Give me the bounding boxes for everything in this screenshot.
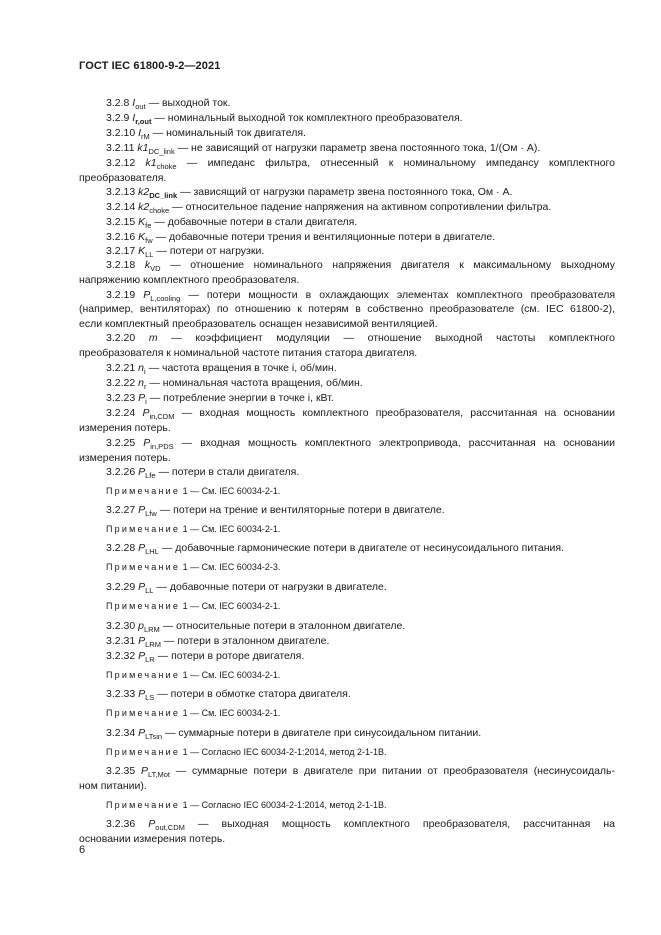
note-text: 1 — См. IEC 60034-2-1.	[182, 670, 281, 680]
definition-entry	[79, 649, 615, 663]
term-definition: — добавочные потери трения и вентиляционные потери в двигателе.	[155, 231, 496, 243]
term-number: 3.2.11	[106, 142, 135, 154]
note-text: 1 — См. IEC 60034-2-1.	[182, 486, 281, 496]
definition-entry	[79, 503, 615, 517]
term-symbol: k2	[138, 186, 150, 198]
definition-entry	[79, 215, 615, 229]
term-number: 3.2.30	[106, 620, 136, 632]
definition-continuation: измерения потерь.	[79, 452, 171, 464]
term-number: 3.2.21	[106, 362, 136, 374]
term-subscript: DC_link	[149, 191, 178, 200]
term-subscript: LT,Mot	[148, 770, 170, 779]
term-definition: — потери от нагрузки.	[156, 245, 265, 257]
definition-entry	[79, 111, 615, 125]
definition-entry	[79, 141, 615, 155]
note-label: Примечание	[106, 486, 181, 496]
term-symbol: P	[138, 392, 146, 404]
note-label: Примечание	[106, 562, 181, 572]
term-number: 3.2.19	[106, 289, 136, 301]
note-label: Примечание	[106, 800, 181, 810]
term-number: 3.2.36	[106, 818, 136, 830]
definition-entry	[79, 406, 615, 420]
term-symbol: P	[138, 688, 146, 700]
term-symbol: m	[148, 332, 158, 344]
definition-entry	[79, 376, 615, 390]
term-symbol: P	[138, 504, 146, 516]
term-number: 3.2.25	[106, 437, 136, 449]
definition-entry	[79, 391, 615, 405]
term-definition: — выходной ток.	[148, 97, 231, 109]
term-subscript: i	[145, 397, 147, 406]
definition-entry	[79, 817, 615, 831]
term-number: 3.2.26	[106, 466, 136, 478]
term-subscript: LL	[145, 586, 154, 595]
note	[79, 668, 615, 682]
definition-entry	[79, 465, 615, 479]
note	[79, 522, 615, 536]
note	[79, 560, 615, 574]
term-symbol: P	[138, 581, 146, 593]
term-symbol: K	[138, 245, 146, 257]
note	[79, 745, 615, 759]
term-subscript: r,out	[135, 117, 152, 126]
term-definition: — относительные потери в эталонном двигателе.	[162, 620, 406, 632]
term-number: 3.2.33	[106, 688, 136, 700]
term-number: 3.2.27	[106, 504, 136, 516]
document-header: ГОСТ IEC 61800-9-2—2021	[79, 60, 221, 72]
term-symbol: k1	[145, 157, 157, 169]
term-number: 3.2.35	[106, 765, 136, 777]
term-definition: — суммарные потери в двигателе при синусоидальном питании.	[165, 727, 482, 739]
definition-entry	[79, 541, 615, 555]
definition-entry	[79, 126, 615, 140]
definition-continuation: преобразователя к номинальной частоте питания статора двигателя.	[79, 347, 418, 359]
term-number: 3.2.22	[106, 377, 136, 389]
term-number: 3.2.18	[106, 259, 136, 271]
term-symbol: I	[138, 127, 142, 139]
term-number: 3.2.23	[106, 392, 136, 404]
definition-entry	[79, 361, 615, 375]
term-number: 3.2.15	[106, 216, 136, 228]
term-definition: — коэффициент модуляции — отношение выходной частоты комплектного	[171, 332, 615, 344]
definition-continuation: преобразователя.	[79, 172, 167, 184]
definition-continuation: измерения потерь.	[79, 422, 171, 434]
note-label: Примечание	[106, 747, 181, 757]
term-definition: — потери мощности в охлаждающих элементах комплектного преобразователя	[188, 289, 616, 301]
definition-entry	[79, 244, 615, 258]
term-definition: — добавочные гармонические потери в двигателе от несинусоидального питания.	[161, 542, 565, 554]
definition-continuation: напряжению комплектного преобразователя.	[79, 274, 300, 286]
term-definition: — номинальный ток двигателя.	[152, 127, 306, 139]
term-subscript: VD	[150, 264, 161, 273]
term-subscript: out	[135, 102, 146, 111]
note-text: 1 — См. IEC 60034-2-1.	[182, 708, 281, 718]
term-subscript: LTsin	[145, 732, 163, 741]
term-subscript: LRM	[145, 640, 161, 649]
definition-entry	[79, 436, 615, 450]
term-symbol: I	[132, 112, 136, 124]
term-symbol: P	[148, 818, 156, 830]
term-number: 3.2.8	[106, 97, 130, 109]
term-definition: — потери в эталонном двигателе.	[163, 635, 330, 647]
term-symbol: K	[138, 231, 146, 243]
term-subscript: Lfw	[145, 509, 157, 518]
page-number: 6	[79, 844, 86, 856]
term-subscript: DC_link	[148, 147, 175, 156]
definition-entry	[79, 726, 615, 740]
term-subscript: Lfe	[145, 471, 156, 480]
term-symbol: P	[138, 650, 146, 662]
term-subscript: choke	[156, 162, 177, 171]
note	[79, 599, 615, 613]
term-subscript: rM	[141, 132, 150, 141]
note	[79, 706, 615, 720]
term-definition: — добавочные потери в стали двигателя.	[154, 216, 358, 228]
term-definition: — не зависящий от нагрузки параметр звена постоянного тока, 1/(Ом · А).	[177, 142, 541, 154]
term-number: 3.2.28	[106, 542, 136, 554]
term-symbol: P	[138, 466, 146, 478]
term-symbol: n	[138, 362, 144, 374]
note-label: Примечание	[106, 708, 181, 718]
definition-entry	[79, 288, 615, 302]
definition-continuation: (например, вентиляторах) по отношению к потерям в собственно преобразователе (см. IEC 61800-2),	[79, 303, 615, 315]
term-number: 3.2.29	[106, 581, 136, 593]
term-definition: — относительное падение напряжения на активном сопротивлении фильтра.	[172, 201, 552, 213]
term-subscript: in,PDS	[150, 442, 174, 451]
term-subscript: i	[143, 367, 146, 376]
note-text: 1 — Согласно IEC 60034-2-1:2014, метод 2-1-1В.	[182, 747, 387, 757]
term-symbol: n	[138, 377, 144, 389]
note-text: 1 — См. IEC 60034-2-1.	[182, 601, 281, 611]
term-symbol: P	[138, 727, 146, 739]
definition-entry	[79, 687, 615, 701]
term-number: 3.2.10	[106, 127, 136, 139]
term-symbol: I	[132, 97, 136, 109]
term-definition: — суммарные потери в двигателе при питании от преобразователя (несинусоидаль-	[175, 765, 616, 777]
definition-continuation: если комплектный преобразователь оснащен независимой вентиляцией.	[79, 318, 438, 330]
definition-entry	[79, 200, 615, 214]
term-symbol: P	[143, 289, 151, 301]
term-subscript: LS	[145, 693, 155, 702]
note-text: 1 — Согласно IEC 60034-2-1:2014, метод 2-1-1В.	[182, 800, 387, 810]
term-symbol: P	[143, 437, 151, 449]
term-symbol: P	[138, 542, 146, 554]
definition-entry	[79, 258, 615, 272]
note-text: 1 — См. IEC 60034-2-1.	[182, 524, 281, 534]
term-number: 3.2.31	[106, 635, 136, 647]
term-number: 3.2.20	[106, 332, 136, 344]
term-subscript: LL	[145, 250, 154, 259]
term-subscript: in,CDM	[149, 412, 175, 421]
definition-entry	[79, 230, 615, 244]
definition-continuation: ном питании).	[79, 780, 147, 792]
term-definition: — номинальная частота вращения, об/мин.	[149, 377, 363, 389]
term-number: 3.2.16	[106, 231, 136, 243]
definition-continuation: основании измерения потерь.	[79, 833, 226, 845]
term-subscript: L,cooling	[150, 294, 181, 303]
definition-entry	[79, 764, 615, 778]
note	[79, 484, 615, 498]
term-symbol: k1	[137, 142, 149, 154]
term-definition: — зависящий от нагрузки параметр звена постоянного тока, Ом · А.	[180, 186, 513, 198]
definition-entry	[79, 96, 615, 110]
term-subscript: r	[143, 382, 147, 391]
term-number: 3.2.14	[106, 201, 136, 213]
term-symbol: p	[138, 620, 144, 632]
term-number: 3.2.32	[106, 650, 136, 662]
term-symbol: K	[138, 216, 146, 228]
term-symbol: k2	[138, 201, 150, 213]
definition-entry	[79, 619, 615, 633]
term-number: 3.2.9	[106, 112, 130, 124]
term-definition: — номинальный выходной ток комплектного преобразователя.	[154, 112, 463, 124]
term-number: 3.2.17	[106, 245, 136, 257]
term-subscript: LR	[145, 655, 155, 664]
term-definition: — отношение номинального напряжения двигателя к максимальному выходному	[170, 259, 615, 271]
term-subscript: LHL	[145, 547, 159, 556]
term-subscript: out,CDM	[155, 823, 185, 832]
note	[79, 798, 615, 812]
term-definition: — потери в роторе двигателя.	[157, 650, 305, 662]
term-number: 3.2.12	[106, 157, 136, 169]
definition-entry	[79, 156, 615, 170]
term-number: 3.2.24	[106, 407, 136, 419]
term-definition: — потери в стали двигателя.	[158, 466, 300, 478]
term-definition: — выходная мощность комплектного преобразователя, рассчитанная на	[197, 818, 615, 830]
term-symbol: P	[142, 407, 150, 419]
term-symbol: k	[144, 259, 151, 271]
term-number: 3.2.13	[106, 186, 136, 198]
note-text: 1 — См. IEC 60034-2-3.	[182, 562, 281, 572]
definition-entry	[79, 634, 615, 648]
term-definition: — входная мощность комплектного электропривода, рассчитанная на основании	[181, 437, 615, 449]
term-definition: — потери на трение и вентиляторные потери в двигателе.	[159, 504, 445, 516]
term-subscript: LRM	[143, 625, 160, 634]
term-definition: — потери в обмотке статора двигателя.	[157, 688, 351, 700]
term-definition: — частота вращения в точке i, об/мин.	[148, 362, 337, 374]
definition-entry	[79, 580, 615, 594]
term-definition: — добавочные потери от нагрузки в двигателе.	[156, 581, 387, 593]
term-symbol: P	[140, 765, 148, 777]
note-label: Примечание	[106, 601, 181, 611]
term-definition: — входная мощность комплектного преобразователя, рассчитанная на основании	[181, 407, 615, 419]
term-subscript: fe	[145, 221, 152, 230]
term-subscript: choke	[149, 206, 170, 215]
term-definition: — импеданс фильтра, отнесенный к номинальному импедансу комплектного	[186, 157, 615, 169]
note-label: Примечание	[106, 524, 181, 534]
definition-entry	[79, 331, 615, 345]
term-symbol: P	[138, 635, 146, 647]
definition-entry	[79, 185, 615, 199]
term-definition: — потребление энергии в точке i, кВт.	[149, 392, 334, 404]
note-label: Примечание	[106, 670, 181, 680]
term-subscript: fw	[145, 236, 153, 245]
term-number: 3.2.34	[106, 727, 136, 739]
